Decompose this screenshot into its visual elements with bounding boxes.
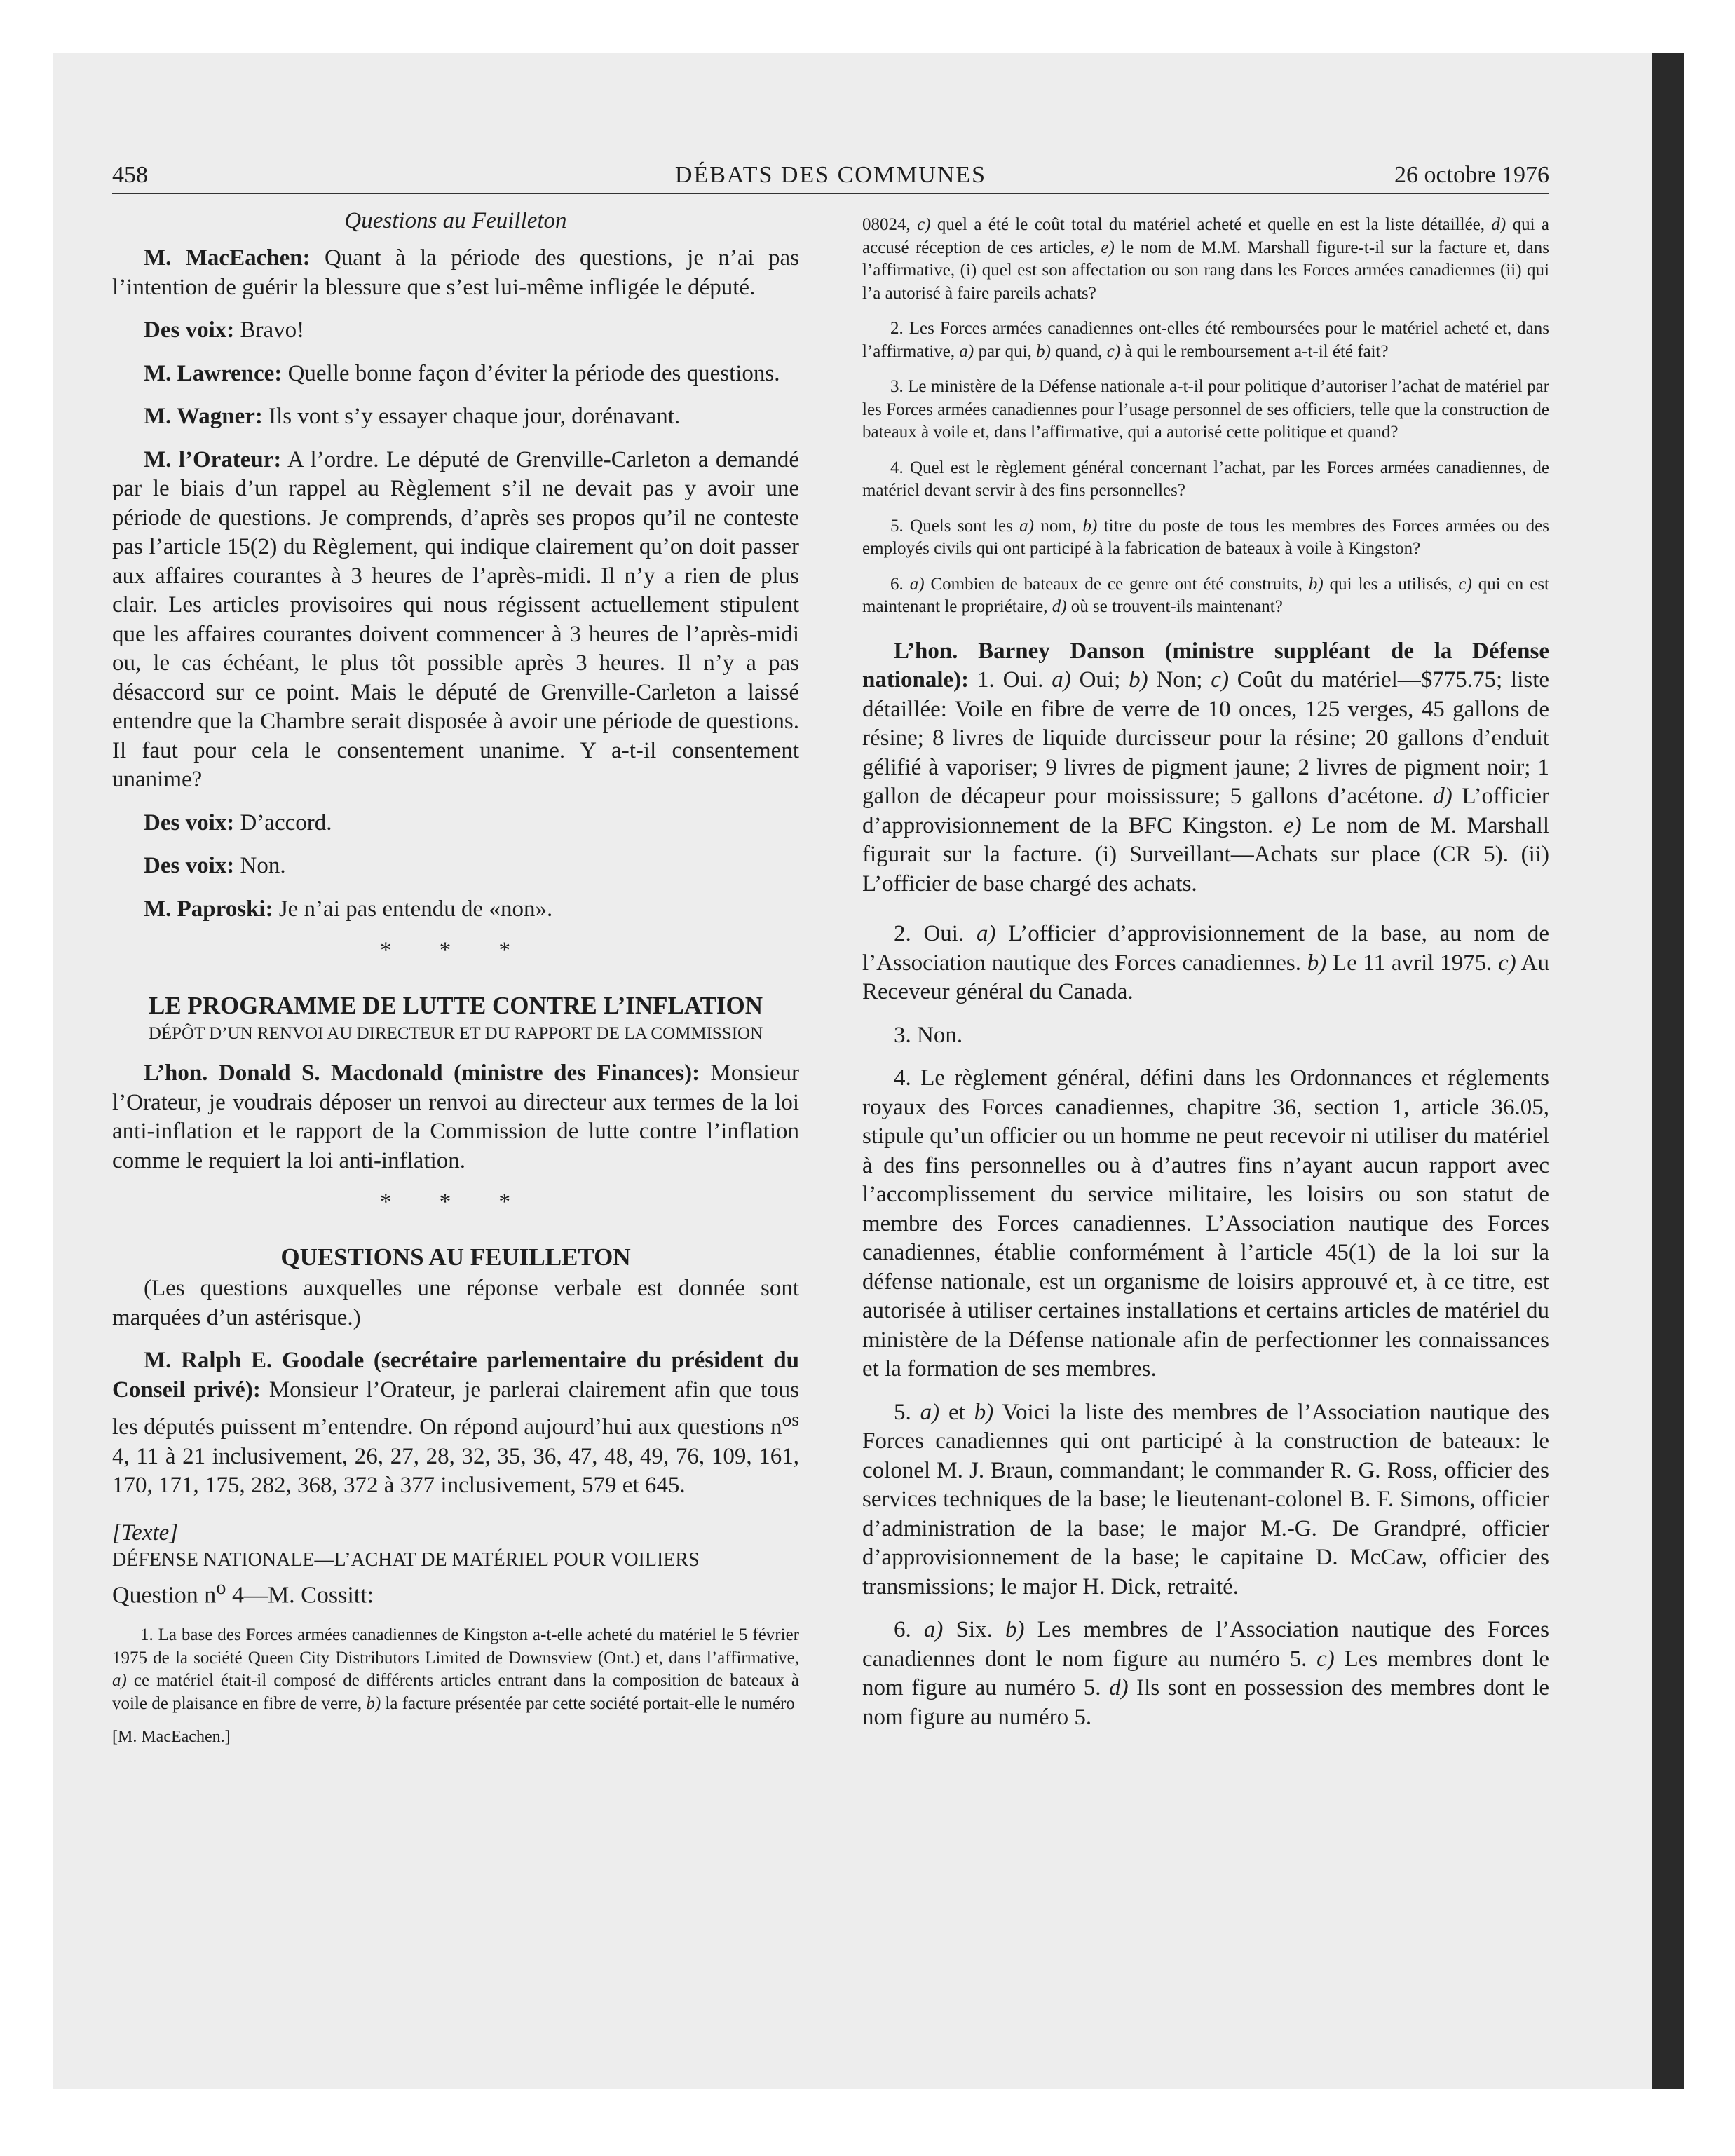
paragraph-des-voix-bravo: Des voix: Bravo! [144,318,305,343]
answer-item-5: 5. a) et b) Voici la liste des membres de l’Association nautique des Forces canadiennes qui ont participé à la construction de bateaux: le colonel M. J. Braun, commandant; le commander R. G. Ross, officier des services techniques de la base; le lieutenant-colonel B. F. Simons, officier d’administration de la base; le major M.-G. De Grandpré, officier d’approvisionnement de la base; le capitaine D. McCaw, officier des transmissions; le major H. Dick, retraité. [862,1399,1549,1599]
subheading-depot: DÉPÔT D’UN RENVOI AU DIRECTEUR ET DU RAPPORT DE LA COMMISSION [148,1024,763,1043]
section-separator: * * * [380,938,531,963]
right-column [862,214,1549,1746]
page-number: 458 [112,162,148,188]
question-item-6: 6. a) Combien de bateaux de ce genre ont été construits, b) qui les a utilisés, c) qui en est maintenant le propriétaire, d) où se trouvent-ils maintenant? [862,574,1549,616]
texte-label: [Texte] [112,1520,179,1546]
paragraph-des-voix-accord: Des voix: D’accord. [144,810,332,835]
answer-item-3: 3. Non. [894,1022,963,1048]
scan-dark-edge [1652,53,1684,2089]
question-item-4: 4. Quel est le règlement général concernant l’achat, par les Forces armées canadiennes, de matériel devant servir à des fins personnelles? [862,458,1549,500]
answer-item-4: 4. Le règlement général, défini dans les Ordonnances et réglements royaux des Forces canadiennes, chapitre 36, section 1, article 36.05, stipule qu’un officier ou un homme ne peut recevoir ni utiliser du matériel à des fins personnelles ou à d’autres fins n’ayant aucun rapport avec l’accomplissement du service militaire, les loisirs ou son statut de membre des Forces canadiennes. L’Association nautique des Forces canadiennes, établie conformément à l’article 45(1) de la loi sur la défense nationale, est un organisme de loisirs approuvé et, à ce titre, est autorisée à utiliser certaines installations et certains articles de matériel du ministère de la Défense nationale afin de perfectionner les connaissances et la formation de ses membres. [862,1065,1549,1381]
question-item-1: 1. La base des Forces armées canadiennes de Kingston a-t-elle acheté du matériel le 5 février 1975 de la société Queen City Distributors Limited de Downsview (Ont.) et, dans l’affirmative, a) ce matériel était-il composé de différents articles entrant dans la composition de bateaux à voile de plaisance en fibre de verre, b) la facture présentée par cette société portait-elle le numéro [112,1625,799,1713]
left-column [112,208,799,1747]
paragraph-lawrence: M. Lawrence: Quelle bonne façon d’éviter la période des questions. [144,360,780,386]
paragraph-goodale: M. Ralph E. Goodale (secrétaire parlementaire du président du Conseil privé): Monsieur l’Orateur, je parlerai clairement afin que tous les députés puissent m’entendre. On répond aujourd’hui aux questions $n^{os}$ 4, 11 à 21 inclusivement, 26, 27, 28, 32, 35, 36, 47, 48, 49, 76, 109, 161, 170, 171, 175, 282, 368, 372 à 377 inclusivement, 579 et 645. [112,1348,799,1498]
running-header [112,158,1549,194]
section-heading-questions: Questions au Feuilleton [344,208,567,233]
answer-item-2: 2. Oui. a) L’officier d’approvisionnement de la base, au nom de l’Association nautique des Forces canadiennes. b) Le 11 avril 1975. c) Au Receveur général du Canada. [862,921,1550,1004]
question-item-3: 3. Le ministère de la Défense nationale a-t-il pour politique d’autoriser l’achat de matériel par les Forces armées canadiennes pour l’usage personnel de ses officiers, telle que la construction de bateaux à voile et, dans l’affirmative, qui a autorisé cette politique et quand? [862,377,1549,442]
paragraph-note-asterisque: (Les questions auxquelles une réponse verbale est donnée sont marquées d’un astérisque.) [112,1276,799,1330]
question-item-2: 2. Les Forces armées canadiennes ont-elles été remboursées pour le matériel acheté et, dans l’affirmative, a) par qui, b) quand, c) à qui le remboursement a-t-il été fait? [862,319,1549,361]
paragraph-wagner: M. Wagner: Ils vont s’y essayer chaque jour, dorénavant. [144,404,681,429]
answer-danson: L’hon. Barney Danson (ministre suppléant de la Défense nationale): 1. Oui. a) Oui; b) Non; c) Coût du matériel—$775.75; liste détaillée: Voile en fibre de verre de 10 onces, 125 verges, 45 gallons de résine; 8 livres de liquide durcisseur pour la résine; 20 gallons d’enduit gélifié à vaporiser; 9 livres de pigment jaune; 2 livres de pigment noir; 1 gallon de décapeur pour moississure; 5 gallons d’acétone. d) L’officier d’approvisionnement de la BFC Kingston. e) Le nom de M. Marshall figurait sur la facture. (i) Surveillant—Achats sur place (CR 5). (ii) L’officier de base chargé des achats. [862,638,1550,896]
paragraph-maceachen: M. MacEachen: Quant à la période des questions, je n’ai pas l’intention de guérir la blessure que s’est lui-même infligée le député. [112,245,800,300]
question-item-1-continued: 08024, c) quel a été le coût total du matériel acheté et quelle en est la liste détaillée, d) qui a accusé réception de ces articles, e) le nom de M.M. Marshall figure-t-il sur la facture et, dans l’affirmative, (i) quel est son affectation ou son rang dans les Forces armées canadiennes (ii) qui l’a autorisé à faire pareils achats? [862,215,1550,303]
answer-item-6: 6. a) Six. b) Les membres de l’Association nautique des Forces canadiennes dont le nom figure au numéro 5. c) Les membres dont le nom figure au numéro 5. d) Ils sont en possession des membres dont le nom figure au numéro 5. [862,1617,1550,1730]
paragraph-orateur: M. l’Orateur: A l’ordre. Le député de Grenville-Carleton a demandé par le biais d’un rappel au Règlement s’il ne devait pas y avoir une période de questions. Je comprends, d’après ses propos qu’il ne conteste pas l’article 15(2) du Règlement, qui indique clairement qu’on doit passer aux affaires courantes à 3 heures de l’après-midi. Il n’y a rien de plus clair. Les articles provisoires qui nous régissent actuellement stipulent que les affaires courantes doivent commencer à 3 heures de l’après-midi ou, le cas échéant, le plus tôt possible après 3 heures. Il n’y a pas désaccord sur ce point. Mais le député de Grenville-Carleton a laissé entendre que la Chambre serait disposée à avoir une période de questions. Il faut pour cela le consentement unanime. Y a-t-il consentement unanime? [112,446,800,792]
question-title: Question $n^o$ 4—M. Cossitt: [112,1577,374,1609]
section-heading-inflation: LE PROGRAMME DE LUTTE CONTRE L’INFLATION [148,992,763,1019]
question-item-5: 5. Quels sont les a) nom, b) titre du poste de tous les membres des Forces armées ou des employés civils qui ont participé à la fabrication de bateaux à voile à Kingston? [862,516,1549,558]
publication-date: 26 octobre 1976 [1394,162,1549,188]
paragraph-paproski: M. Paproski: Je n’ai pas entendu de «non». [144,896,553,922]
document-page [112,158,1550,1747]
footnote-speaker: [M. MacEachen.] [112,1728,231,1747]
publication-title: DÉBATS DES COMMUNES [674,162,987,188]
paragraph-des-voix-non: Des voix: Non. [144,853,286,878]
paragraph-macdonald: L’hon. Donald S. Macdonald (ministre des Finances): Monsieur l’Orateur, je voudrais déposer un renvoi au directeur aux termes de la loi anti-inflation et le rapport de la Commission de lutte contre l’inflation comme le requiert la loi anti-inflation. [112,1060,799,1173]
section-separator: * * * [380,1189,531,1215]
section-heading-feuilleton: QUESTIONS AU FEUILLETON [280,1243,631,1271]
subheading-defense: DÉFENSE NATIONALE—L’ACHAT DE MATÉRIEL POUR VOILIERS [112,1549,700,1571]
